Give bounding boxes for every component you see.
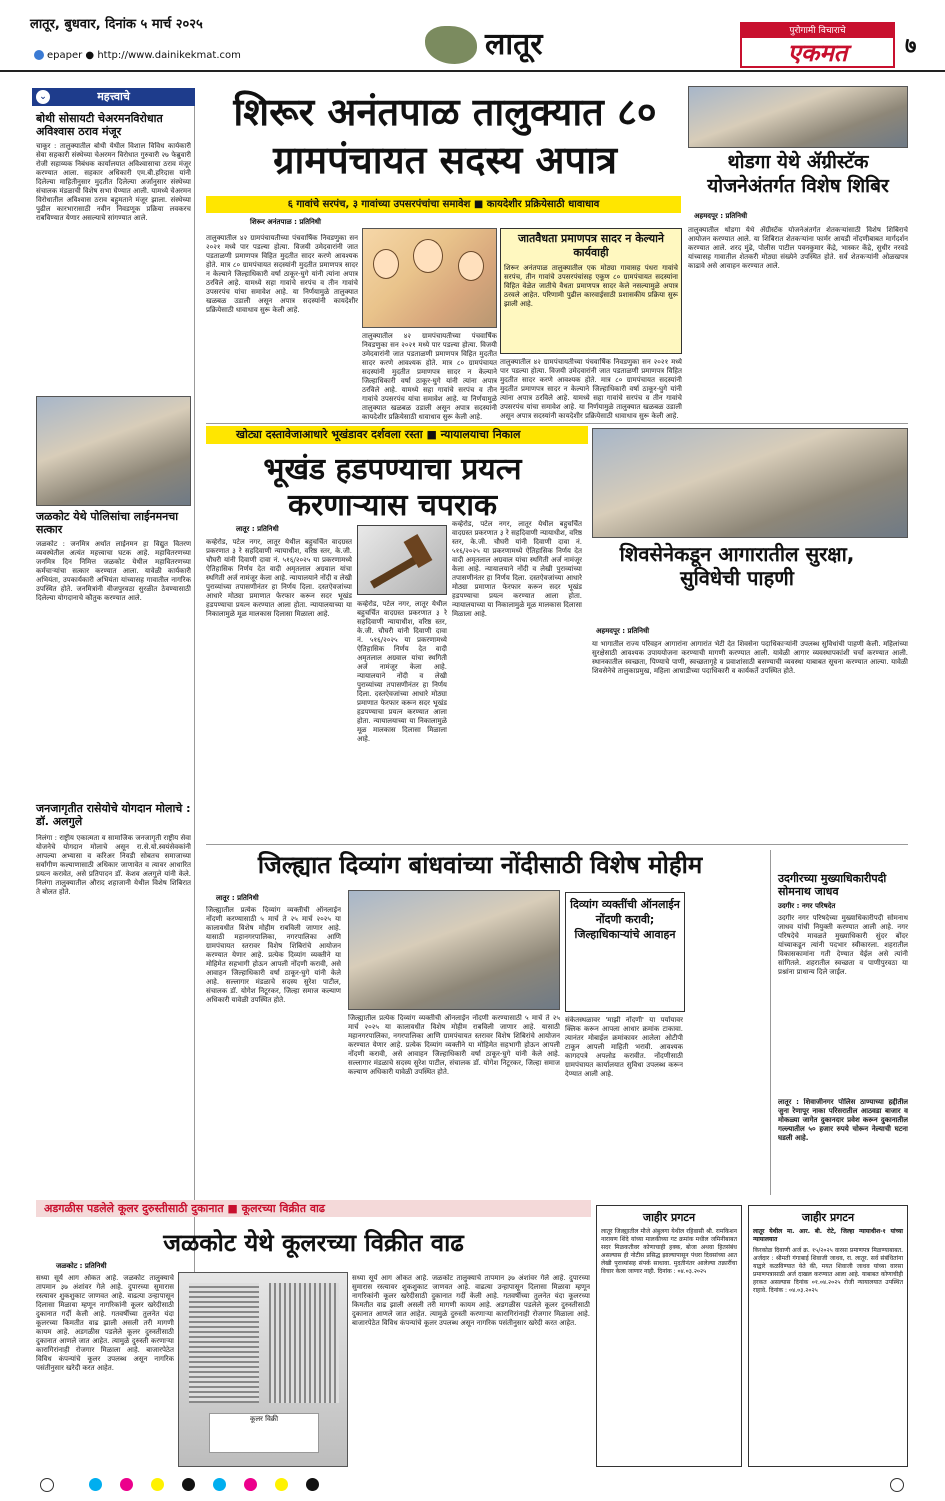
brand-tagline: पुरोगामी विचाराचे (742, 24, 893, 38)
cooler-headline: जळकोट येथे कूलरच्या विक्रीत वाढ (163, 1229, 464, 1257)
shivsena-body: या भागातील राज्य परिवहन आगारांना आगारांत भेटी देत शिवसेना पदाधिकाऱ्यांनी उपलब्ध सुविधांची पाहणी केली. महिलांच्या सुरक्षेसाठी आवश्यक उपाययोजना करण्याची मागणी करण्यात आली. यावेळी आगार व्यवस्थापकांशी चर्चा करण्यात आली. स्थानकातील स्वच्छता, पिण्याचे पाणी, स्वच्छतागृहे व प्रवाशांसाठी बसण्याची व्यवस्था याबाबत सूचना करण्यात आल्या. यावेळी शिवसेनेचे तालुकाप्रमुख, महिला आघाडीच्या पदाधिकारी व कार्यकर्ते उपस्थित होते. (592, 640, 908, 675)
disabled-byline: लातूर : प्रतिनिधी (216, 894, 259, 902)
color-registration-dot (182, 1478, 195, 1491)
cartoon-face (458, 251, 484, 281)
gavel-image (357, 525, 447, 595)
sidebar-story3-title: जनजागृतीत रासेयोचे योगदान मोलाचे : डॉ. अलगुले (36, 802, 191, 828)
cooler-body-cont: सध्या सूर्य आग ओकत आहे. जळकोट तालुक्याचे तापमान ३७ अंशांवर गेले आहे. दुपारच्या सुमारास रस्त्यावर शुकशुकाट जाणवत आहे. वाढत्या उन्हापासून दिलासा मिळावा म्हणून नागरिकांनी कूलर खरेदीसाठी दुकानात गर्दी केली आहे. गतवर्षीच्या तुलनेत यंदा कूलरच्या किमतीत वाढ झाली असली तरी मागणी कायम आहे. अडगळीस पडलेले कूलर दुरुस्तीसाठी दुकानात आणले जात आहेत. त्यामुळे दुरुस्ती करणाऱ्या कारागिरांनाही रोजगार मिळाला आहे. बाजारपेठेत विविध कंपन्यांचे कूलर उपलब्ध असून नागरिक पसंतीनुसार खरेदी करत आहेत. (352, 1274, 590, 1327)
disabled-sidebox-title: दिव्यांग व्यक्तींची ऑनलाईन नोंदणी करावी; जिल्हाधिकाऱ्यांचे आवाहन (570, 898, 680, 941)
cooler-body: सध्या सूर्य आग ओकत आहे. जळकोट तालुक्याचे तापमान ३७ अंशांवर गेले आहे. दुपारच्या सुमारास रस्त्यावर शुकशुकाट जाणवत आहे. वाढत्या उन्हापासून दिलासा मिळावा म्हणून नागरिकांनी कूलर खरेदीसाठी दुकानात गर्दी केली आहे. गतवर्षीच्या तुलनेत यंदा कूलरच्या किमतीत वाढ झाली असली तरी मागणी कायम आहे. अडगळीस पडलेले कूलर दुरुस्तीसाठी दुकानात आणले जात आहेत. त्यामुळे दुरुस्ती करणाऱ्या कारागिरांनाही रोजगार मिळाला आहे. बाजारपेठेत विविध कंपन्यांचे कूलर उपलब्ध असून नागरिक पसंतीनुसार खरेदी करत आहेत. (36, 1274, 174, 1372)
globe-icon (34, 50, 44, 60)
website-url[interactable]: http://www.dainikekmat.com (97, 50, 241, 61)
lead-body-cont2: तालुक्यातील ४२ ग्रामपंचायतीच्या पंचवार्षिक निवडणुका सन २०२१ मध्ये पार पडल्या होत्या. विजयी उमेदवारांनी जात पडताळणी प्रमाणपत्र विहित मुदतीत सादर करणे आवश्यक होते. मात्र ८० ग्रामपंचायत सदस्यांनी मुदतीत प्रमाणपत्र सादर न केल्याने जिल्हाधिकारी वर्षा ठाकूर-घुगे यांनी त्यांना अपात्र ठरविले आहे. यामध्ये सहा गावांचे सरपंच व तीन गावांचे उपसरपंच यांचा समावेश आहे. या निर्णयामुळे तालुक्यात खळबळ उडाली असून अपात्र सदस्यांनी कायदेशीर प्रक्रियेसाठी धावाधाव सुरू केली आहे. (500, 358, 682, 420)
shivsena-byline: अहमदपूर : प्रतिनिधी (596, 627, 650, 635)
shivsena-group-photo (592, 428, 908, 538)
lead-body-cont: तालुक्यातील ४२ ग्रामपंचायतीच्या पंचवार्षिक निवडणुका सन २०२१ मध्ये पार पडल्या होत्या. विजयी उमेदवारांनी जात पडताळणी प्रमाणपत्र विहित मुदतीत सादर करणे आवश्यक होते. मात्र ८० ग्रामपंचायत सदस्यांनी मुदतीत प्रमाणपत्र सादर न केल्याने जिल्हाधिकारी वर्षा ठाकूर-घुगे यांनी त्यांना अपात्र ठरविले आहे. यामध्ये सहा गावांचे सरपंच व तीन गावांचे उपसरपंच यांचा समावेश आहे. या निर्णयामुळे तालुक्यात खळबळ उडाली असून अपात्र सदस्यांनी कायदेशीर प्रक्रियेसाठी धावाधाव सुरू केली आहे. (362, 332, 497, 421)
cartoon-face (413, 239, 443, 273)
crosshair-mark (890, 1478, 904, 1492)
lead-sidebox (500, 228, 682, 354)
divider (206, 423, 908, 424)
notice-right-title: जाहीर प्रगटन (801, 1211, 855, 1224)
land-body-cont2: कव्हेरोड, पटेल नगर, लातूर येथील बहुचर्चित वादग्रस्त प्रकरणात ३ रे सहदिवाणी न्यायाधीश, वरिष्ठ स्तर, के.जी. चौघरी यांनी दिवाणी दावा नं. ५१६/२०२५ या प्रकरणामध्ये ऐतिहासिक निर्णय देत वादी अमृतलाल अग्रवाल यांचा स्थगिती अर्ज नामंजूर केला आहे. न्यायालयाने नोंदी व लेखी पुराव्यांच्या तपासणीनंतर हा निर्णय दिला. दस्तऐवजांच्या आधारे मोठ्या प्रमाणात फेरफार करून सदर भूखंड हडपण्याचा प्रयत्न करण्यात आला होता. न्यायालयाच्या या निकालामुळे मूळ मालकास दिलासा मिळाला आहे. (452, 520, 582, 618)
land-headline: भूखंड हडपण्याचा प्रयत्न करणाऱ्यास चपराक (263, 452, 522, 523)
cooler-grille (189, 1283, 259, 1403)
color-registration-dot (151, 1478, 164, 1491)
sidebar-tag (32, 88, 195, 106)
color-registration-dot (120, 1478, 133, 1491)
land-body: कव्हेरोड, पटेल नगर, लातूर येथील बहुचर्चित वादग्रस्त प्रकरणात ३ रे सहदिवाणी न्यायाधीश, वरिष्ठ स्तर, के.जी. चौघरी यांनी दिवाणी दावा नं. ५१६/२०२५ या प्रकरणामध्ये ऐतिहासिक निर्णय देत वादी अमृतलाल अग्रवाल यांचा स्थगिती अर्ज नामंजूर केला आहे. न्यायालयाने नोंदी व लेखी पुराव्यांच्या तपासणीनंतर हा निर्णय दिला. दस्तऐवजांच्या आधारे मोठ्या प्रमाणात फेरफार करून सदर भूखंड हडपण्याचा प्रयत्न करण्यात आला होता. न्यायालयाच्या या निकालामुळे मूळ मालकास दिलासा मिळाला आहे. (206, 538, 352, 618)
lead-sidebox-body: शिरूर अनंतपाळ तालुक्यातील एक मोठ्या गावासह पंधरा गावांचे सरपंच, तीन गावांचे उपसरपंचांसह एकूण ८० ग्रामपंचायत सदस्यांना विहित वेळेत जातीचे वैधता प्रमाणपत्र सादर केले नसल्यामुळे अपात्र ठरवले आहेत. परिणामी पुढील कारवाईसाठी प्रशासकीय प्रक्रिया सुरू झाली आहे. (504, 264, 678, 308)
color-registration-dot (213, 1478, 226, 1491)
theft-brief: लातूर : शिवाजीनगर पोलिस ठाण्याच्या हद्दीतील जुना रेणापूर नाका परिसरातील आठवडा बाजार व मोकळ्या जागेत दुकानदार प्रवेश करून दुकानातील गल्ल्यातील ५० हजार रुपये चोरून नेल्याची घटना घडली आहे. (778, 1098, 908, 1142)
cooler-strip: अडगळीस पडलेले कूलर दुरुस्तीसाठी दुकानात ■ कूलरच्या विक्रीत वाढ (36, 1200, 591, 1217)
disabled-body-cont: जिल्ह्यातील प्रत्येक दिव्यांग व्यक्तीची ऑनलाईन नोंदणी करण्यासाठी ५ मार्च ते २५ मार्च २०२५ या कालावधीत विशेष मोहीम राबविली जाणार आहे. यासाठी महानगरपालिका, नगरपालिका आणि ग्रामपंचायत स्तरावर विशेष शिबिरांचे आयोजन करण्यात येणार आहे. प्रत्येक दिव्यांग व्यक्तीने या मोहिमेत सहभागी होऊन आपली नोंदणी करावी, असे आवाहन जिल्हाधिकारी वर्षा ठाकूर-घुगे यांनी केले आहे. सल्लागार मंडळाचे सदस्य सुरेश पाटील, संचालक डॉ. योगेश निटूरकर, जिल्हा समाज कल्याण अधिकारी यावेळी उपस्थित होते. (348, 1014, 560, 1076)
agristack-headline: थोडगा येथे ॲग्रीस्टॅक योजनेअंतर्गत विशेष शिबिर (707, 151, 889, 197)
land-banner: खोट्या दस्तावेजाआधारे भूखंडावर दर्शवला रस्ता ■ न्यायालयाचा निकाल (206, 426, 588, 444)
lead-headline: शिरूर अनंतपाळ तालुक्यात ८० ग्रामपंचायत सदस्य अपात्र (233, 90, 657, 182)
land-byline: लातूर : प्रतिनिधी (236, 525, 279, 533)
epaper-label: epaper (47, 50, 83, 61)
promotion-byline: उदगीर : नगर परिषदेत (778, 902, 836, 910)
promotion-headline: उदगीरच्या मुख्याधिकारीपदी सोमनाथ जाधव (778, 872, 887, 898)
agristack-byline: अहमदपूर : प्रतिनिधी (694, 212, 748, 220)
sidebar-story2-title: जळकोट येथे पोलिसांचा लाईनमनचा सत्कार (36, 510, 179, 536)
brand-name: एकमत (787, 39, 848, 67)
lead-body: तालुक्यातील ४२ ग्रामपंचायतीच्या पंचवार्षिक निवडणुका सन २०२१ मध्ये पार पडल्या होत्या. विजयी उमेदवारांनी जात पडताळणी प्रमाणपत्र विहित मुदतीत सादर करणे आवश्यक होते. मात्र ८० ग्रामपंचायत सदस्यांनी मुदतीत प्रमाणपत्र सादर न केल्याने जिल्हाधिकारी वर्षा ठाकूर-घुगे यांनी त्यांना अपात्र ठरविले आहे. यामध्ये सहा गावांचे सरपंच व तीन गावांचे उपसरपंच यांचा समावेश आहे. या निर्णयामुळे तालुक्यात खळबळ उडाली असून अपात्र सदस्यांनी कायदेशीर प्रक्रियेसाठी धावाधाव सुरू केली आहे. (206, 234, 358, 314)
color-registration-dot (89, 1478, 102, 1491)
cooler-photo (178, 1272, 348, 1467)
sidebar-story2-photo (36, 396, 191, 506)
cooler-grille (269, 1283, 339, 1403)
public-notice-left (596, 1205, 742, 1467)
notice-left-body: लातूर जिल्ह्यातील मौजे अंबुलगा येथील रहिवासी श्री. रामकिशन नारायण शिंदे यांच्या मालकीच्या गट क्रमांक मधील जमिनीबाबत सदर मिळकतीवर कोणाचाही हक्क, बोजा अथवा हितसंबंध असल्यास ही नोटीस प्रसिद्ध झाल्यापासून पंधरा दिवसांच्या आत लेखी पुराव्यांसह संपर्क साधावा. मुदतीनंतर आलेल्या तक्रारींचा विचार केला जाणार नाही. दिनांक : ०४.०३.२०२५ (601, 1228, 737, 1275)
chevron-down-icon: ⌄ (36, 90, 50, 104)
lead-strip: ६ गावांचे सरपंच, ३ गावांच्या उपसरपंचांचा समावेश ■ कायदेशीर प्रक्रियेसाठी धावाधाव (206, 196, 681, 213)
lead-cartoon (362, 228, 497, 328)
shivsena-headline: शिवसेनेकडून आगारातील सुरक्षा, सुविधेची पाहणी (619, 542, 855, 590)
page-number: ७ (905, 34, 917, 59)
disabled-body: जिल्ह्यातील प्रत्येक दिव्यांग व्यक्तीची ऑनलाईन नोंदणी करण्यासाठी ५ मार्च ते २५ मार्च २०२५ या कालावधीत विशेष मोहीम राबविली जाणार आहे. यासाठी महानगरपालिका, नगरपालिका आणि ग्रामपंचायत स्तरावर विशेष शिबिरांचे आयोजन करण्यात येणार आहे. प्रत्येक दिव्यांग व्यक्तीने या मोहिमेत सहभागी होऊन आपली नोंदणी करावी, असे आवाहन जिल्हाधिकारी वर्षा ठाकूर-घुगे यांनी केले आहे. सल्लागार मंडळाचे सदस्य सुरेश पाटील, संचालक डॉ. योगेश निटूरकर, जिल्हा समाज कल्याण अधिकारी यावेळी उपस्थित होते. (206, 906, 341, 1004)
cooler-byline: जळकोट : प्रतिनिधी (56, 1262, 107, 1270)
cooler-price-tag: कूलर विक्री (209, 1413, 319, 1453)
agristack-body: तालुक्यातील थोडगा येथे ॲग्रीस्टॅक योजनेअंतर्गत शेतकऱ्यांसाठी विशेष शिबिराचे आयोजन करण्यात आले. या शिबिरात शेतकऱ्यांना फार्मर आयडी नोंदणीबाबत मार्गदर्शन करण्यात आले. शरद मुंढे, पोलीस पाटील पवनकुमार केंद्रे, भास्कर केंद्रे, सुधीर नरवडे यांच्यासह गावातील शेतकरी मोठ्या संख्येने उपस्थित होते. सर्व शेतकऱ्यांनी ओळखपत्र काढावे असे आवाहन करण्यात आले. (688, 226, 908, 270)
sidebar-tag-label: महत्त्वाचे (97, 90, 130, 103)
edition-date: लातूर, बुधवार, दिनांक ५ मार्च २०२५ (30, 17, 203, 32)
sidebar-story3-body: निलंगा : राष्ट्रीय एकात्मता व सामाजिक जनजागृती राष्ट्रीय सेवा योजनेचे योगदान मोलाचे असून रा.से.यो.स्वयंसेवकांनी आपल्या अभ्यासा व करिअर निवडी सोबतच समाजाच्या सर्वांगीण कल्याणासाठी अधिकार जाणावेत व त्यावर आधारित प्रयत्न करावेत, असे प्रतिपादन डॉ. केशव अलगुले यांनी केले. निलंगा तालुक्यातील औराद शहाजानी येथील विशेष शिबिरात ते बोलत होते. (36, 834, 191, 896)
disabled-sidebox (565, 892, 685, 1012)
sidebar-story1-body: चाकूर : तालुक्यातील बोथी येथील विशाल विविध कार्यकारी सेवा सहकारी संस्थेच्या चेअरमन विरोधात गुरुवारी २७ फेब्रुवारी रोजी सहाय्यक निबंधक कार्यालयात अविश्वासाचा ठराव मंजूर करण्यात आला. सहकार अधिकारी एम.बी.हरिदास यांनी दिलेल्या माहितीनुसार मुदतीत दिलेल्या अर्जानुसार संस्थेच्या संचालक मंडळाची विशेष सभा घेण्यात आली. यामध्ये चेअरमन विरोधातील अविश्वास ठराव बहुमताने मंजूर झाला. संस्थेच्या पुढील कारभारासाठी नवीन निवडणूक प्रक्रिया लवकरच राबविण्यात येणार असल्याचे सांगण्यात आले. (36, 142, 191, 222)
lead-byline: शिरूर अनंतपाळ : प्रतिनिधी (250, 218, 321, 226)
registration-marks (80, 1476, 870, 1492)
color-registration-dot (306, 1478, 319, 1491)
agristack-photo (688, 86, 908, 148)
page-section-title: लातूर (485, 27, 543, 62)
notice-left-title: जाहीर प्रगटन (642, 1211, 696, 1224)
notice-right-sub: लातूर येथील मा. आर. बी. रोटे, जिल्हा न्यायाधीश-१ यांच्या न्यायालयात (753, 1228, 903, 1243)
disabled-meeting-photo (348, 890, 560, 1010)
disabled-box-body: संकेतस्थळावर 'माझी नोंदणी' या पर्यायावर क्लिक करून आपला आधार क्रमांक टाकावा. त्यानंतर मोबाईल क्रमांकावर आलेला ओटीपी टाकून आपली माहिती भरावी. आवश्यक कागदपत्रे अपलोड करावीत. नोंदणीसाठी ग्रामपंचायत कार्यालयात सुविधा उपलब्ध करून देण्यात आली आहे. (565, 1016, 683, 1078)
disabled-headline: जिल्ह्यात दिव्यांग बांधवांच्या नोंदीसाठी विशेष मोहीम (257, 851, 703, 879)
cartoon-face (373, 249, 399, 279)
promotion-body: उदगीर नगर परिषदेच्या मुख्याधिकारीपदी सोमनाथ जाधव यांची नियुक्ती करण्यात आली आहे. नगर परिषदेचे मावळते मुख्याधिकारी सुंदर बोंदर यांच्याकडून त्यांनी पदभार स्वीकारला. शहरातील विकासकामांना गती देण्यात येईल असे त्यांनी सांगितले. शहरातील स्वच्छता व पाणीपुरवठा या प्रश्नांना प्राधान्य दिले जाईल. (778, 914, 908, 976)
public-notice-right (748, 1205, 908, 1467)
crosshair-mark (40, 1478, 54, 1492)
divider (206, 844, 908, 845)
divider (770, 850, 771, 1195)
color-registration-dot (244, 1478, 257, 1491)
sidebar-story1-title: बोथी सोसायटी चेअरमनविरोधात अविश्वास ठराव मंजूर (36, 112, 163, 138)
epaper-link[interactable]: epaper ● http://www.dainikekmat.com (34, 50, 241, 61)
brand-logo (740, 22, 895, 68)
lead-sidebox-title: जातवैधता प्रमाणपत्र सादर न केल्याने कार्यवाही (517, 232, 665, 259)
color-registration-dot (275, 1478, 288, 1491)
sidebar-story2-body: जळकोट : जनमित्र अर्थात लाईनमन हा विद्युत वितरण व्यवस्थेतील अत्यंत महत्त्वाचा घटक आहे. महावितरणच्या जनमित्र दिन निमित्त जळकोट येथील महावितरणच्या कर्मचाऱ्यांचा सत्कार करण्यात आला. यावेळी कार्यकारी अभियंता, उपकार्यकारी अभियंता यांच्यासह गावातील नागरिक उपस्थित होते. जनमित्रांनी वीजपुरवठा सुरळीत ठेवण्यासाठी दिलेल्या योगदानाचे कौतुक करण्यात आले. (36, 540, 191, 602)
land-body-cont: कव्हेरोड, पटेल नगर, लातूर येथील बहुचर्चित वादग्रस्त प्रकरणात ३ रे सहदिवाणी न्यायाधीश, वरिष्ठ स्तर, के.जी. चौघरी यांनी दिवाणी दावा नं. ५१६/२०२५ या प्रकरणामध्ये ऐतिहासिक निर्णय देत वादी अमृतलाल अग्रवाल यांचा स्थगिती अर्ज नामंजूर केला आहे. न्यायालयाने नोंदी व लेखी पुराव्यांच्या तपासणीनंतर हा निर्णय दिला. दस्तऐवजांच्या आधारे मोठ्या प्रमाणात फेरफार करून सदर भूखंड हडपण्याचा प्रयत्न करण्यात आला होता. न्यायालयाच्या या निकालामुळे मूळ मालकास दिलासा मिळाला आहे. (357, 600, 447, 743)
notice-right-body: किरकोळ दिवाणी अर्ज क्र. १५/२०२५ वारसा प्रमाणपत्र मिळण्याबाबत. अर्जदार : श्रीमती गंगाबाई शिवाजी जाधव, रा. लातूर. सर्व संबंधितांना याद्वारे कळविण्यात येते की, मयत शिवाजी जाधव यांच्या वारसा प्रमाणपत्रासाठी अर्ज दाखल करण्यात आला आहे. याबाबत कोणाचीही हरकत असल्यास दिनांक ०१.०४.२०२५ रोजी न्यायालयात उपस्थित राहावे. दिनांक : ०४.०३.२०२५ (753, 1247, 903, 1294)
